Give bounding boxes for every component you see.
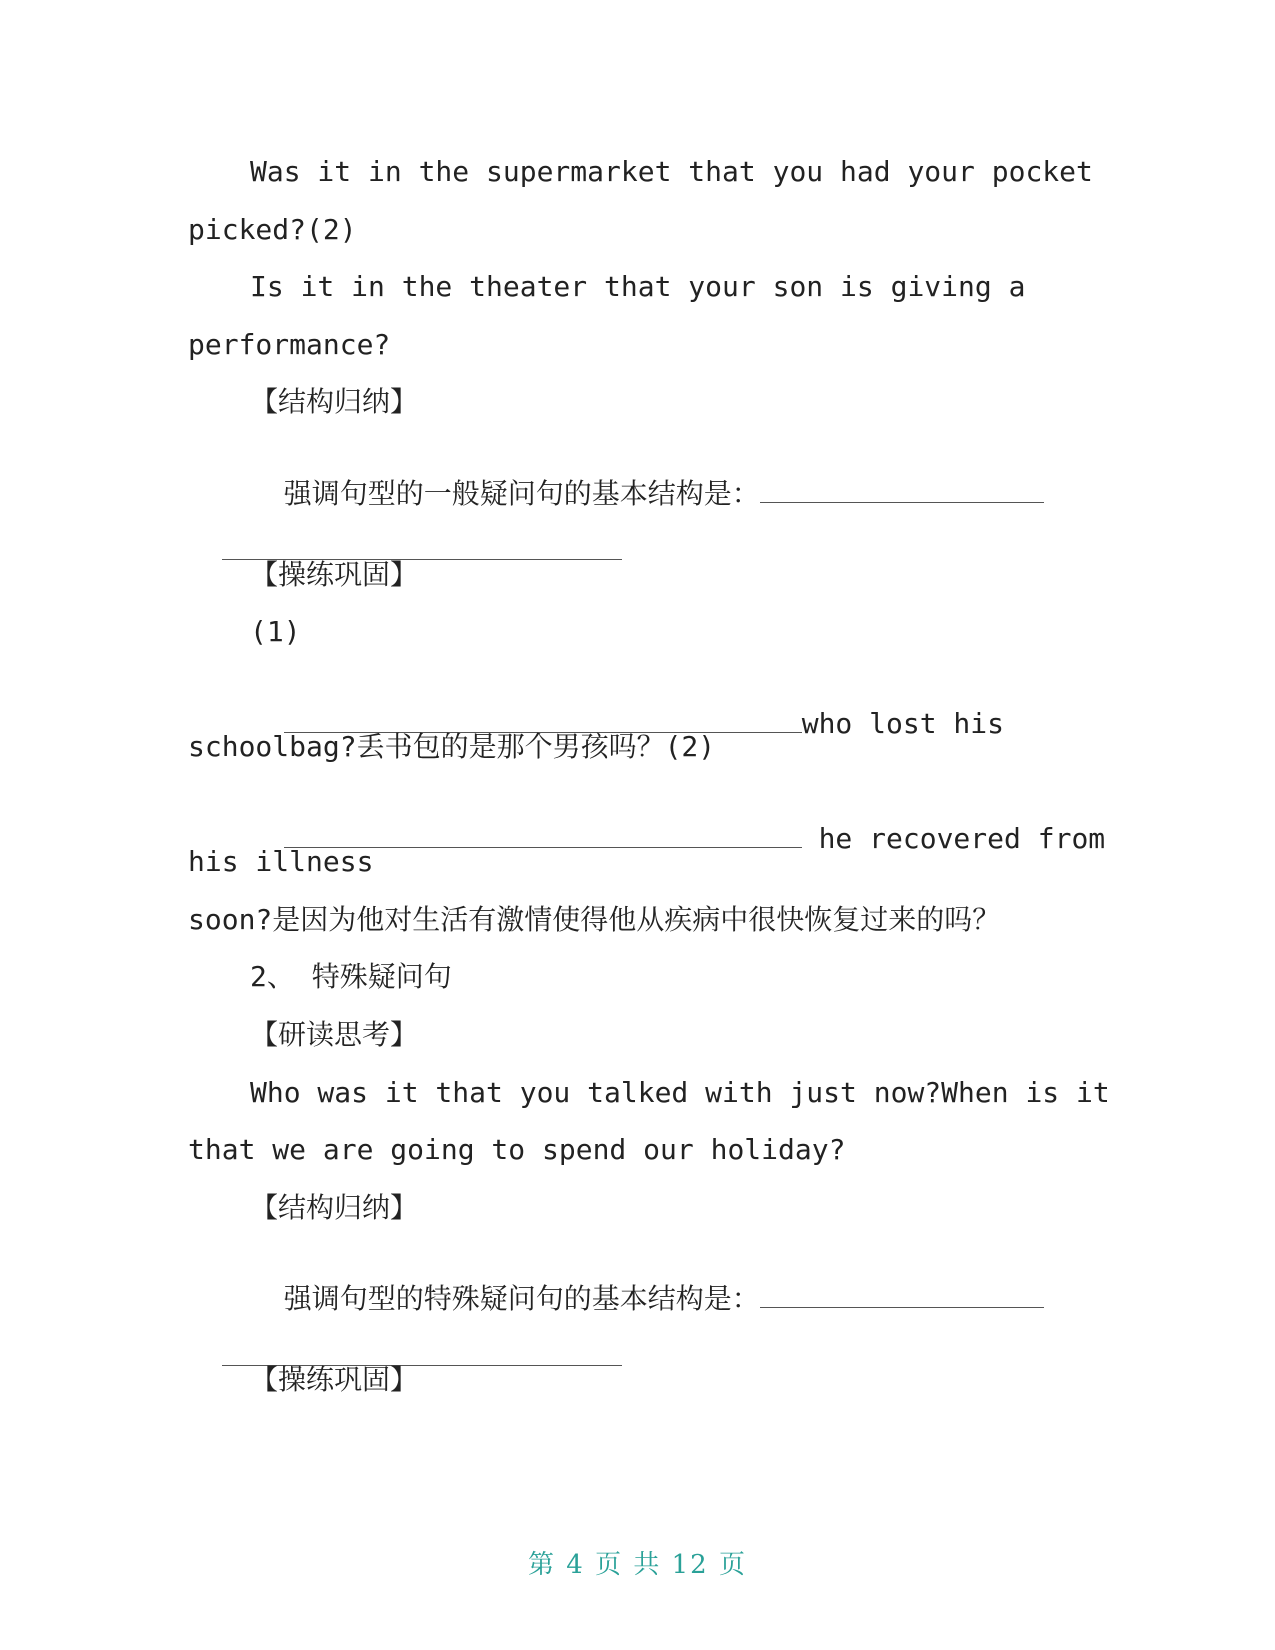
fill-in-line: [250, 788, 1105, 856]
text-line: 强调句型的特殊疑问句的基本结构是：: [283, 1282, 760, 1315]
section-heading: 【研读思考】: [250, 1018, 419, 1051]
text-line: performance?: [188, 328, 391, 361]
text-line: that we are going to spend our holiday?: [188, 1133, 846, 1166]
section-heading: 【操练巩固】: [250, 558, 419, 591]
section-heading: 【操练巩固】: [250, 1363, 419, 1396]
text-line: picked?(2): [188, 213, 357, 246]
answer-blank[interactable]: [760, 480, 1044, 503]
section-heading: 【结构归纳】: [250, 1191, 419, 1224]
page-number: 第 4 页 共 12 页: [528, 1550, 747, 1580]
text-line: his illness: [188, 845, 374, 878]
text-line: he recovered from: [801, 822, 1106, 855]
answer-blank[interactable]: [222, 537, 622, 560]
text-line: 强调句型的一般疑问句的基本结构是：: [283, 477, 760, 510]
answer-blank[interactable]: [760, 1285, 1044, 1308]
text-line: who lost his: [801, 707, 1005, 740]
text-line: Was it in the supermarket that you had your pocket: [250, 155, 1093, 188]
text-line: schoolbag?丢书包的是那个男孩吗？(2): [188, 730, 716, 763]
section-heading: 【结构归纳】: [250, 385, 419, 418]
text-line: 2、 特殊疑问句: [250, 960, 452, 993]
text-line: soon?是因为他对生活有激情使得他从疾病中很快恢复过来的吗？: [188, 903, 1001, 936]
text-line: Is it in the theater that your son is giving a: [250, 270, 1026, 303]
text-line: (1): [250, 615, 301, 648]
text-line: Who was it that you talked with just now?When is it: [250, 1076, 1110, 1109]
